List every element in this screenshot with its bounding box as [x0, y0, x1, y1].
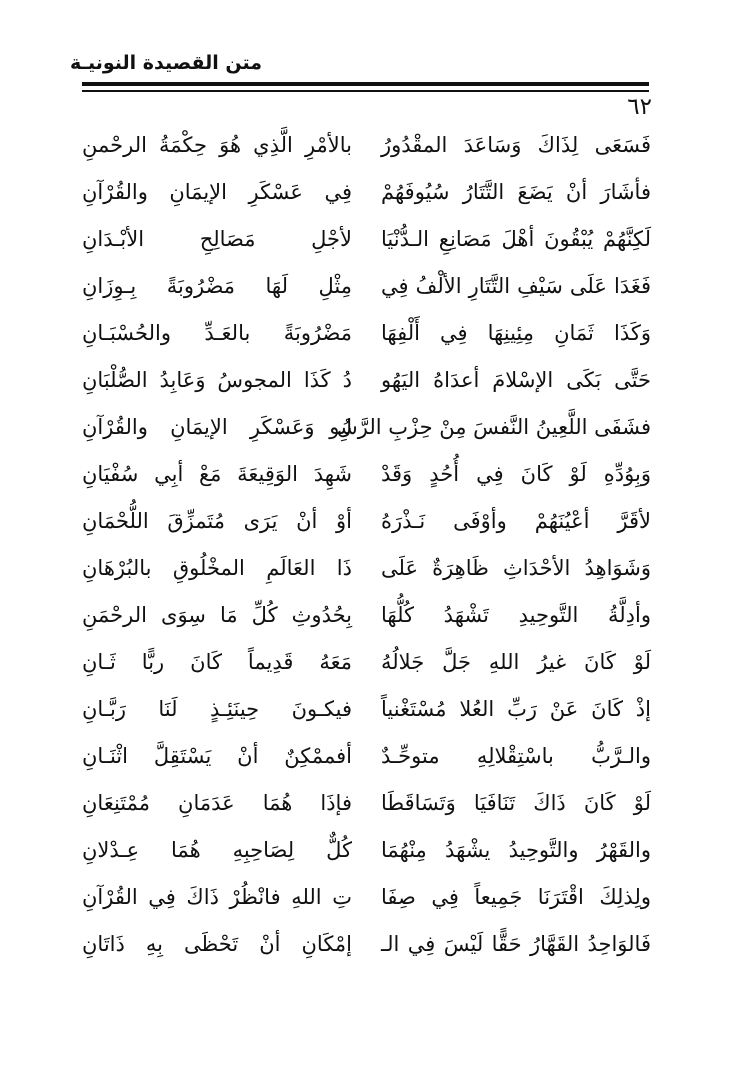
verse-line — [82, 404, 651, 451]
verse-line — [82, 357, 651, 404]
verse-first-hemistich: فشَفَى اللَّعِينُ النَّفسَ مِنْ حِزْبِ الرَّسُو — [329, 415, 651, 439]
verse-line — [82, 874, 651, 921]
verse-line — [82, 639, 651, 686]
verse-first-hemistich: لَوْ كَانَ غيرُ اللهِ جَلَّ جَلالُهُ — [381, 650, 651, 674]
verse-second-hemistich: أوْ أنْ يَرَى مُتَمزِّقَ اللُّحْمَانِ — [82, 509, 352, 533]
verse-first-hemistich: لأقَرَّ أعْيُنَهُمْ وأوْفَى نَـذْرَهُ — [381, 509, 651, 533]
verse-second-hemistich: أفممْكِنٌ أنْ يَسْتَقِلَّ اثْنَـانِ — [82, 744, 352, 768]
verse-second-hemistich: إمْكَانِ أنْ تَحْظَى بِهِ ذَاتَانِ — [82, 932, 352, 956]
verse-second-hemistich: لِ وَعَسْكَرِ الإيمَانِ والقُرْآنِ — [82, 415, 352, 439]
verse-first-hemistich: وَبِوُدِّهِ لَوْ كَانَ فِي أُحُدٍ وَقَدْ — [381, 462, 651, 486]
running-header-title: متن القصيدة النونيـة — [69, 52, 262, 74]
verse-first-hemistich: وأدِلَّةُ التَّوحِيدِ تَشْهَدُ كُلُّهَا — [381, 603, 651, 627]
verse-second-hemistich: مَعَهُ قَدِيماً كَانَ ربًّا ثَـانِ — [82, 650, 352, 674]
verse-first-hemistich: والقَهْرُ والتَّوحِيدُ يشْهَدُ مِنْهُمَا — [381, 838, 651, 862]
verse-second-hemistich: لأجْلِ مَصَالِحِ الأبْـدَانِ — [82, 227, 352, 251]
verse-first-hemistich: وَشَوَاهِدُ الأحْدَاثِ ظَاهِرَةٌ عَلَى — [381, 556, 651, 580]
verse-line — [82, 122, 651, 169]
verse-line — [82, 780, 651, 827]
verse-second-hemistich: مَضْرُوبَةً بالعَـدِّ والحُسْبَـانِ — [82, 321, 352, 345]
verse-second-hemistich: بالأمْرِ الَّذِي هُوَ حِكْمَةُ الرحْمنِ — [82, 133, 352, 157]
verse-line — [82, 451, 651, 498]
verse-first-hemistich: فَالوَاحِدُ القَهَّارُ حَقًّا لَيْسَ فِي الـ — [381, 932, 651, 956]
header-rule-thick — [82, 82, 649, 86]
verse-second-hemistich: فِي عَسْكَرِ الإيمَانِ والقُرْآنِ — [82, 180, 352, 204]
verse-second-hemistich: بِحُدُوثِ كُلِّ مَا سِوَى الرحْمَنِ — [82, 603, 352, 627]
verse-first-hemistich: حَتَّى بَكَى الإسْلامَ أعدَاهُ اليَهُو — [381, 368, 651, 392]
verse-second-hemistich: دُ كَذَا المجوسُ وَعَابِدُ الصُّلْبَانِ — [82, 368, 352, 392]
verse-second-hemistich: فيكـونَ حِينَئِـذٍ لَنَا رَبَّـانِ — [82, 697, 352, 721]
verse-line — [82, 733, 651, 780]
verse-first-hemistich: إذْ كَانَ عَنْ رَبِّ العُلا مُسْتَغْنياً — [381, 697, 651, 721]
verse-line — [82, 827, 651, 874]
verse-first-hemistich: لَكِنَّهُمْ يُبْقُونَ أهْلَ مَصَانِعِ الـدُّنْيَا — [381, 227, 651, 251]
verse-first-hemistich: ولِذلِكَ اقْتَرَنَا جَمِيعاً فِي صِفَا — [381, 885, 651, 909]
poem-verses — [82, 122, 651, 968]
verse-second-hemistich: تِ اللهِ فانْظُرْ ذَاكَ فِي القُرْآنِ — [82, 885, 352, 909]
page-number: ٦٢ — [627, 94, 652, 120]
verse-first-hemistich: وَكَذَا ثَمَانِ مِئِينِهَا فِي أَلْفِهَا — [381, 321, 651, 345]
verse-line — [82, 216, 651, 263]
verse-first-hemistich: فَسَعَى لِذَاكَ وَسَاعَدَ المقْدُورُ — [381, 133, 651, 157]
verse-line — [82, 169, 651, 216]
verse-line — [82, 498, 651, 545]
verse-line — [82, 921, 651, 968]
verse-line — [82, 310, 651, 357]
verse-line — [82, 592, 651, 639]
verse-second-hemistich: ذَا العَالَمِ المخْلُوقِ بالبُرْهَانِ — [82, 556, 352, 580]
verse-line — [82, 545, 651, 592]
verse-first-hemistich: فأشَارَ أنْ يَضَعَ التَّتَارُ سُيُوفَهُمْ — [381, 180, 651, 204]
header-rule-thin — [82, 90, 649, 92]
verse-first-hemistich: لَوْ كَانَ ذَاكَ تَنَافَيَا وَتَسَاقَطَا — [381, 791, 651, 815]
verse-second-hemistich: مِثْلِ لَهَا مَضْرُوبَةً بِـوِزَانِ — [82, 274, 352, 298]
verse-first-hemistich: والـرَّبُّ باسْتِقْلالِهِ متوحِّـدٌ — [381, 744, 651, 768]
verse-line — [82, 263, 651, 310]
verse-line — [82, 686, 651, 733]
verse-second-hemistich: فإذَا هُمَا عَدَمَانِ مُمْتَنِعَانِ — [82, 791, 352, 815]
verse-first-hemistich: فَغَدَا عَلَى سَيْفِ التَّتَارِ الألْفُ فِي — [381, 274, 651, 298]
verse-second-hemistich: شَهِدَ الوَقِيعَةَ مَعْ أبِي سُفْيَانِ — [82, 462, 352, 486]
verse-second-hemistich: كُلٌّ لِصَاحِبِهِ هُمَا عِـدْلانِ — [82, 838, 352, 862]
